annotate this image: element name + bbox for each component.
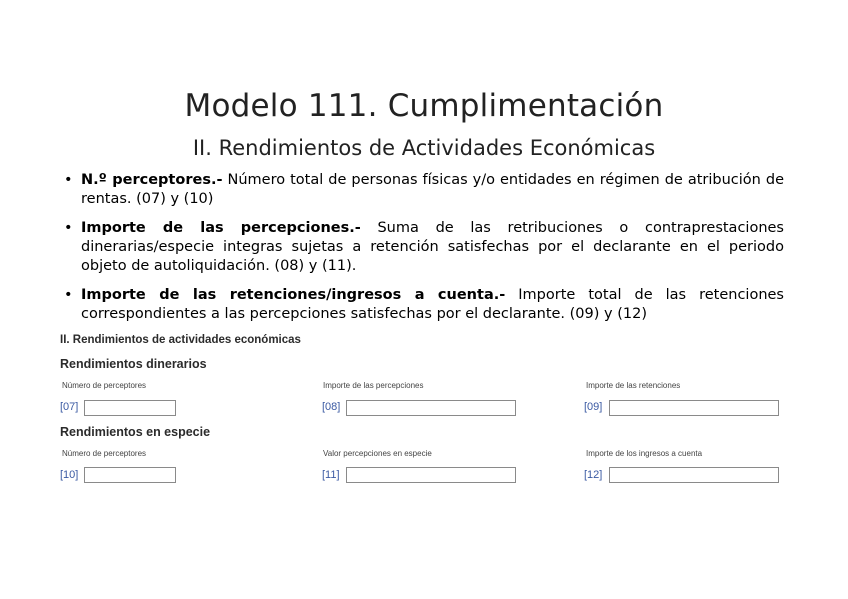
field-code-07: [07] <box>60 401 79 413</box>
field-input-12[interactable] <box>609 467 779 483</box>
field-input-07[interactable] <box>84 400 176 416</box>
field-label-11: Valor percepciones en especie <box>323 449 432 458</box>
group-title-especie: Rendimientos en especie <box>60 425 211 439</box>
field-label-08: Importe de las percepciones <box>323 381 424 390</box>
field-code-08: [08] <box>322 401 341 413</box>
field-code-09: [09] <box>584 401 603 413</box>
slide-title: Modelo 111. Cumplimentación <box>184 88 664 124</box>
bullet-item <box>64 171 784 209</box>
field-label-10: Número de perceptores <box>62 449 147 458</box>
field-code-11: [11] <box>322 469 340 481</box>
field-input-09[interactable] <box>609 400 779 416</box>
field-code-12: [12] <box>584 469 603 481</box>
field-label-12: Importe de los ingresos a cuenta <box>586 449 703 458</box>
bullet-dot: • <box>64 172 73 188</box>
bullet-text: Suma de las retribuciones o contraprestaciones dinerarias/especie integras sujetas a retención satisfechas por el declarante en el periodo objeto de autoliquidación. (08) y (11). <box>81 220 784 274</box>
bullet-item <box>64 219 784 276</box>
bullet-text: Número total de personas físicas y/o entidades en régimen de atribución de rentas. (07) y (10) <box>81 172 784 207</box>
field-code-10: [10] <box>60 469 79 481</box>
slide-subtitle: II. Rendimientos de Actividades Económicas <box>192 136 656 160</box>
bullet-item <box>64 286 784 324</box>
field-input-11[interactable] <box>346 467 516 483</box>
group-title-dinerarios: Rendimientos dinerarios <box>60 357 207 371</box>
bullet-term: N.º perceptores.- <box>81 172 223 188</box>
bullet-dot: • <box>64 220 73 236</box>
field-label-09: Importe de las retenciones <box>586 381 681 390</box>
form-section-title: II. Rendimientos de actividades económicas <box>60 334 301 346</box>
field-input-08[interactable] <box>346 400 516 416</box>
bullet-term: Importe de las retenciones/ingresos a cuenta.- <box>81 287 506 303</box>
bullet-dot: • <box>64 287 73 303</box>
bullet-list <box>64 171 784 334</box>
field-label-07: Número de perceptores <box>62 381 147 390</box>
bullet-text: Importe total de las retenciones correspondientes a las percepciones satisfechas por el declarante. (09) y (12) <box>81 287 784 322</box>
field-input-10[interactable] <box>84 467 176 483</box>
bullet-term: Importe de las percepciones.- <box>81 220 361 236</box>
